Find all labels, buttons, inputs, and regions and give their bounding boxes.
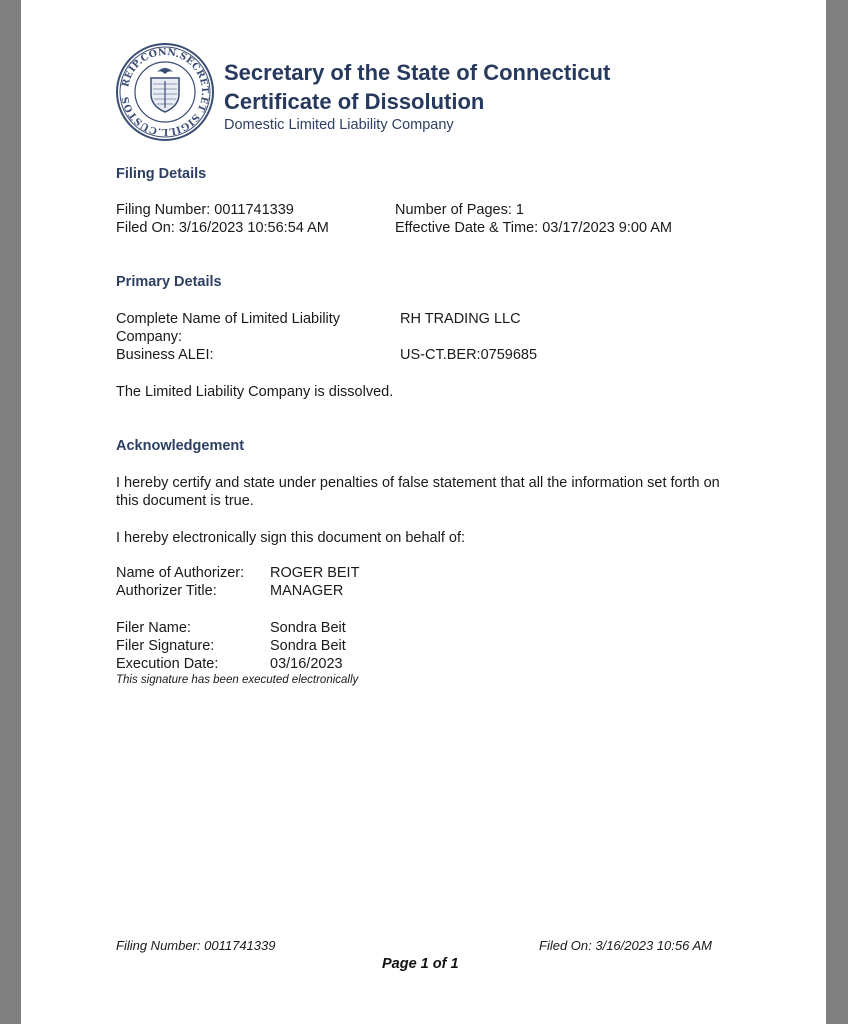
effective-date-time: Effective Date & Time: 03/17/2023 9:00 AM <box>395 220 673 236</box>
certificate-title: Certificate of Dissolution <box>224 89 485 114</box>
filer-name-label: Filer Name: <box>116 620 191 636</box>
electronic-signature-note: This signature has been executed electronically <box>116 674 359 686</box>
primary-details-heading: Primary Details <box>116 274 222 290</box>
authorizer-title-label: Authorizer Title: <box>116 583 217 599</box>
document-page <box>21 0 826 1024</box>
execution-date-value: 03/16/2023 <box>270 656 343 672</box>
state-seal-icon <box>115 42 215 142</box>
filed-on: Filed On: 3/16/2023 10:56:54 AM <box>116 220 329 236</box>
acknowledgement-heading: Acknowledgement <box>116 438 245 454</box>
filing-details-heading: Filing Details <box>116 166 207 182</box>
entity-type: Domestic Limited Liability Company <box>224 117 454 133</box>
alei-label: Business ALEI: <box>116 347 214 363</box>
llc-name-label: Complete Name of Limited Liability Company: <box>116 311 341 345</box>
filer-signature-value: Sondra Beit <box>270 638 346 654</box>
svg-text:REIP.CONN.SECRET.ET SIGILL.CUS: REIP.CONN.SECRET.ET SIGILL.CUSTOS <box>120 46 211 138</box>
filing-number: Filing Number: 0011741339 <box>116 202 294 218</box>
header-title: Secretary of the State of Connecticut <box>224 60 611 85</box>
llc-name-value: RH TRADING LLC <box>400 311 521 327</box>
alei-value: US-CT.BER:0759685 <box>400 347 538 363</box>
filer-name-value: Sondra Beit <box>270 620 346 636</box>
execution-date-label: Execution Date: <box>116 656 219 672</box>
footer-filed-on: Filed On: 3/16/2023 10:56 AM <box>539 938 712 953</box>
filer-signature-label: Filer Signature: <box>116 638 215 654</box>
authorizer-title-value: MANAGER <box>270 583 344 599</box>
authorizer-name-label: Name of Authorizer: <box>116 565 245 581</box>
footer-filing-number: Filing Number: 0011741339 <box>116 938 276 953</box>
dissolved-statement: The Limited Liability Company is dissolved. <box>116 384 394 400</box>
page-number: Page 1 of 1 <box>382 956 459 972</box>
number-of-pages: Number of Pages: 1 <box>395 202 524 218</box>
certify-text: I hereby certify and state under penalties of false statement that all the information set forth on this document is true. <box>116 475 720 509</box>
sign-text: I hereby electronically sign this document on behalf of: <box>116 530 466 546</box>
authorizer-name-value: ROGER BEIT <box>270 565 360 581</box>
